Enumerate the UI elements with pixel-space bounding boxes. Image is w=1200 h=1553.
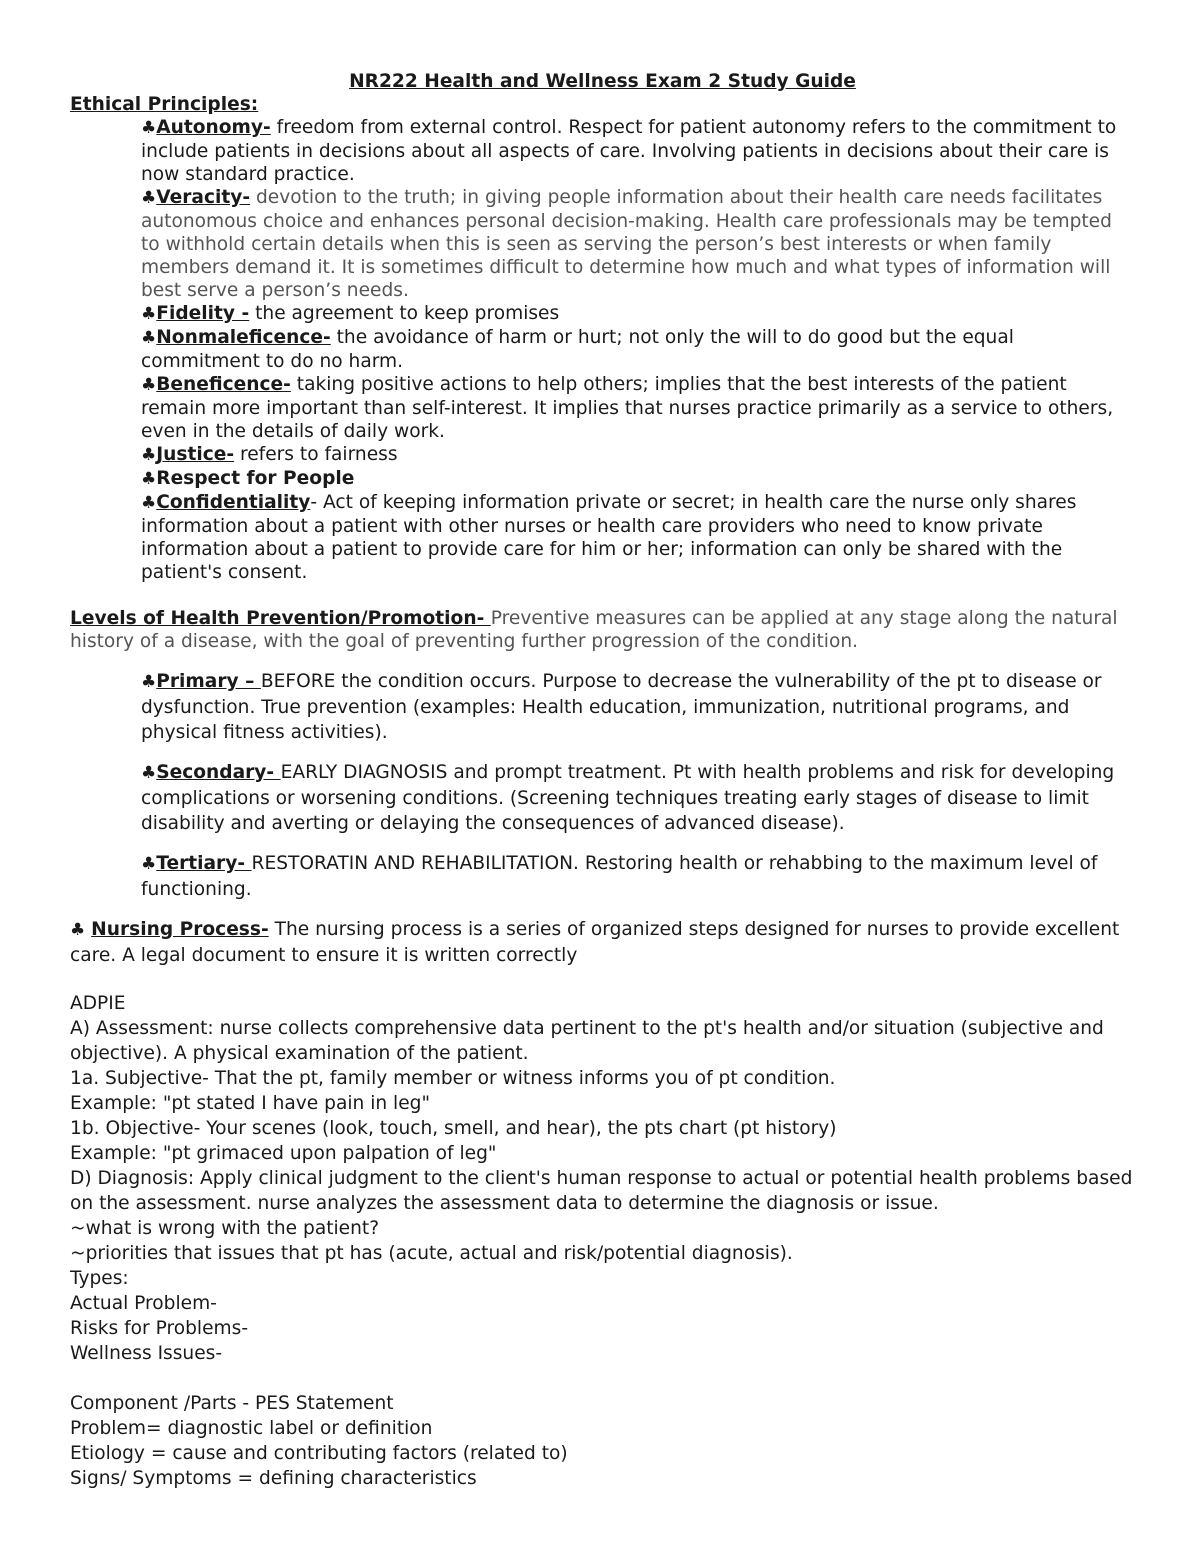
club-bullet-icon: ♣ bbox=[141, 763, 157, 783]
term-respect-for-people: Respect for People bbox=[156, 468, 355, 489]
text-line: Types: bbox=[70, 1268, 129, 1289]
list-item bbox=[141, 491, 1135, 584]
text-line: Component /Parts - PES Statement bbox=[70, 1393, 394, 1414]
text-line: Etiology = cause and contributing factors (related to) bbox=[70, 1443, 568, 1464]
text-line: ADPIE bbox=[70, 993, 126, 1014]
nursing-process-definition: The nursing process is a series of organized steps designed for nurses to provide excellent care. A legal document to ensure it is written correctly bbox=[70, 919, 1120, 966]
text-line: Problem= diagnostic label or definition bbox=[70, 1418, 433, 1439]
club-bullet-icon: ♣ bbox=[141, 328, 157, 348]
definition-fidelity: the agreement to keep promises bbox=[249, 303, 560, 324]
text-line: 1b. Objective- Your scenes (look, touch, smell, and hear), the pts chart (pt history) bbox=[70, 1118, 837, 1139]
list-item bbox=[141, 186, 1135, 302]
text-line: Example: "pt grimaced upon palpation of leg" bbox=[70, 1143, 497, 1164]
ethics-heading-text: Ethical Principles: bbox=[70, 94, 259, 115]
definition-justice: refers to fairness bbox=[234, 444, 398, 465]
text-line: Signs/ Symptoms = defining characteristics bbox=[70, 1468, 477, 1489]
text-line: Example: "pt stated I have pain in leg" bbox=[70, 1093, 431, 1114]
nursing-section bbox=[70, 917, 1135, 968]
club-bullet-icon: ♣ bbox=[141, 375, 157, 395]
term-autonomy: Autonomy- bbox=[156, 117, 271, 138]
spacer bbox=[70, 584, 1135, 607]
spacer bbox=[141, 836, 1135, 851]
club-bullet-icon: ♣ bbox=[141, 445, 157, 465]
ethics-heading bbox=[70, 93, 1135, 116]
text-line: Actual Problem- bbox=[70, 1293, 217, 1314]
term-primary: Primary – bbox=[156, 671, 261, 692]
definition-beneficence: taking positive actions to help others; implies that the best interests of the patient remain more important than self-interest. It implies that nurses practice primarily as a service to others, even in the details of daily work. bbox=[141, 374, 1114, 442]
list-item bbox=[141, 302, 1135, 326]
club-bullet-icon: ♣ bbox=[141, 672, 157, 692]
levels-intro: Preventive measures can be applied at any stage along the natural history of a disease, with the goal of preventing further progression of the condition. bbox=[70, 608, 1118, 652]
list-item bbox=[141, 669, 1135, 745]
list-item bbox=[141, 760, 1135, 836]
text-line: ~what is wrong with the patient? bbox=[70, 1218, 380, 1239]
levels-section bbox=[70, 607, 1135, 653]
term-secondary: Secondary- bbox=[156, 762, 281, 783]
list-item bbox=[141, 373, 1135, 443]
text-line: 1a. Subjective- That the pt, family member or witness informs you of pt condition. bbox=[70, 1068, 836, 1089]
club-bullet-icon: ♣ bbox=[141, 304, 157, 324]
adpie-block bbox=[70, 991, 1135, 1491]
text-line: ~priorities that issues that pt has (acute, actual and risk/potential diagnosis). bbox=[70, 1243, 793, 1264]
list-item bbox=[141, 326, 1135, 373]
definition-autonomy: freedom from external control. Respect for patient autonomy refers to the commitment to include patients in decisions about all aspects of care. Involving patients in decisions about their care is now standard practice. bbox=[141, 117, 1117, 185]
term-justice: Justice- bbox=[156, 444, 235, 465]
ethics-list bbox=[141, 116, 1135, 584]
text-line: D) Diagnosis: Apply clinical judgment to the client's human response to actual or potential health problems based on the assessment. nurse analyzes the assessment data to determine the diagnosis or issue. bbox=[70, 1168, 1133, 1214]
text-line: Risks for Problems- bbox=[70, 1318, 249, 1339]
list-item bbox=[141, 116, 1135, 186]
levels-heading: Levels of Health Prevention/Promotion- bbox=[70, 608, 491, 629]
list-item bbox=[141, 851, 1135, 902]
definition-primary: BEFORE the condition occurs. Purpose to decrease the vulnerability of the pt to disease or dysfunction. True prevention (examples: Health education, immunization, nutritional programs, and physical fitness activities). bbox=[141, 671, 1102, 743]
term-confidentiality: Confidentiality bbox=[156, 492, 311, 513]
definition-confidentiality: - Act of keeping information private or secret; in health care the nurse only shares information about a patient with other nurses or health care providers who need to know private information about a patient to provide care for him or her; information can only be shared with the patient's consent. bbox=[141, 492, 1077, 583]
club-bullet-icon: ♣ bbox=[141, 493, 157, 513]
term-tertiary: Tertiary- bbox=[156, 853, 252, 874]
club-bullet-icon: ♣ bbox=[141, 188, 157, 208]
club-bullet-icon: ♣ bbox=[141, 854, 157, 874]
document-page bbox=[70, 70, 1135, 1491]
term-beneficence: Beneficence- bbox=[156, 374, 291, 395]
club-bullet-icon: ♣ bbox=[70, 920, 86, 940]
page-title: NR222 Health and Wellness Exam 2 Study Guide bbox=[349, 71, 856, 92]
list-item bbox=[141, 443, 1135, 467]
spacer bbox=[70, 968, 1135, 991]
spacer bbox=[141, 745, 1135, 760]
definition-veracity: devotion to the truth; in giving people information about their health care needs facilitates autonomous choice and enhances personal decision-making. Health care professionals may be tempted to withhold certain details when this is seen as serving the person’s best interests or when family members demand it. It is sometimes difficult to determine how much and what types of information will best serve a person’s needs. bbox=[141, 187, 1112, 301]
spacer bbox=[70, 1366, 1135, 1391]
text-line: Wellness Issues- bbox=[70, 1343, 223, 1364]
nursing-intro bbox=[70, 917, 1135, 968]
term-nursing-process: Nursing Process- bbox=[91, 919, 269, 940]
list-item bbox=[141, 467, 1135, 491]
term-nonmaleficence: Nonmaleficence- bbox=[156, 327, 331, 348]
club-bullet-icon: ♣ bbox=[141, 469, 157, 489]
definition-nonmaleficence: the avoidance of harm or hurt; not only the will to do good but the equal commitment to do no harm. bbox=[141, 327, 1014, 372]
definition-tertiary: RESTORATIN AND REHABILITATION. Restoring health or rehabbing to the maximum level of functioning. bbox=[141, 853, 1098, 900]
term-veracity: Veracity- bbox=[156, 187, 251, 208]
text-line: A) Assessment: nurse collects comprehensive data pertinent to the pt's health and/or situation (subjective and objective). A physical examination of the patient. bbox=[70, 1018, 1104, 1064]
club-bullet-icon: ♣ bbox=[141, 118, 157, 138]
definition-secondary: EARLY DIAGNOSIS and prompt treatment. Pt with health problems and risk for developing complications or worsening conditions. (Screening techniques treating early stages of disease to limit disability and averting or delaying the consequences of advanced disease). bbox=[141, 762, 1115, 834]
term-fidelity: Fidelity - bbox=[156, 303, 250, 324]
levels-list bbox=[141, 669, 1135, 902]
spacer bbox=[70, 902, 1135, 917]
